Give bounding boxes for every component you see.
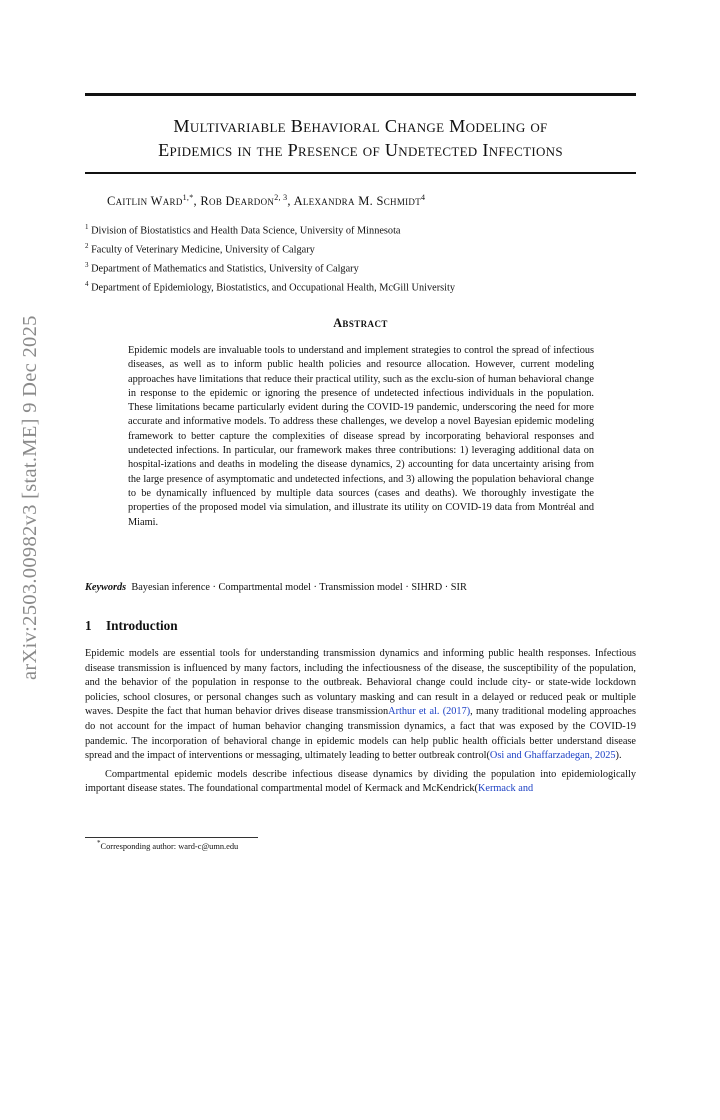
introduction-body [85, 647, 636, 797]
arxiv-sidebar-stamp [19, 315, 49, 1120]
title-line-2: Epidemics in the Presence of Undetected Infections [158, 139, 563, 160]
intro-paragraph: Epidemic models are essential tools for understanding transmission dynamics and informing public health responses. Infectious disease transmission is influenced by many factors, including the infectiousness of the disease, the susceptibility of the population, and the behavior of the population in response to the outbreak. Behavioral change could include city- or state-wide lockdown policies, school closures, or personal changes such as voluntary masking and can result in a delayed or reduced peak or multiple waves. Despite the fact that human behavior drives disease transmissionArthur et al. (2017), many traditional modeling approaches do not account for the impact of human behavior changing transmission dynamics, a fact that was exposed by the COVID-19 pandemic. The incorporation of behavioral change in epidemic models can help public health officials better understand disease spread and the impact of interventions or messaging, ultimately leading to better outbreak control(Osi and Ghaffarzadegan, 2025). [85, 648, 637, 762]
author-affil-mark: 1,* [182, 193, 194, 202]
section-title: Introduction [106, 618, 178, 633]
section-heading [85, 618, 178, 634]
keywords-text: Bayesian inference · Compartmental model · Transmission model · SIHRD · SIR [131, 582, 467, 593]
author-affil-mark: 2, 3 [274, 193, 288, 202]
title-rule-top [85, 93, 636, 96]
footnote [97, 839, 238, 851]
title-rule-bottom [85, 172, 636, 174]
affiliation-item: $^3$ Department of Mathematics and Statistics, University of Calgary [85, 260, 359, 275]
footnote-mark: * [97, 839, 101, 847]
citation-link[interactable]: Osi and Ghaffarzadegan, 2025 [489, 750, 616, 762]
arxiv-identifier: arXiv:2503.00982v3 [stat.ME] 9 Dec 2025 [19, 315, 41, 680]
title-line-1: Multivariable Behavioral Change Modeling of [173, 116, 548, 136]
citation-link[interactable]: Arthur et al. (2017) [388, 706, 471, 718]
author-name: Alexandra M. Schmidt [293, 194, 422, 209]
affiliation-item: $^1$ Division of Biostatistics and Health Data Science, University of Minnesota [85, 223, 401, 237]
affiliation-item: $^2$ Faculty of Veterinary Medicine, University of Calgary [85, 241, 315, 256]
affiliation-list [85, 220, 455, 296]
abstract-heading: Abstract [333, 316, 388, 330]
author-name: Caitlin Ward [107, 194, 183, 209]
intro-paragraph: Compartmental epidemic models describe infectious disease dynamics by dividing the population into epidemiologically important disease states. The foundational compartmental model of Kermack and McKendrick(Kermack and [85, 768, 636, 795]
author-affil-mark: 4 [421, 193, 426, 202]
section-number: 1 [85, 618, 92, 633]
author-name: Rob Deardon [200, 194, 275, 209]
author-list: Caitlin Ward$^{1,*}$, Rob Deardon$^{2, 3}$, Alexandra M. Schmidt$^4$ [107, 193, 426, 209]
keywords-label: Keywords [85, 582, 127, 593]
paper-title [85, 115, 636, 162]
footnote-text: Corresponding author: ward-c@umn.edu [100, 841, 239, 851]
affiliation-item: $^4$ Department of Epidemiology, Biostatistics, and Occupational Health, McGill University [85, 279, 456, 294]
footnote-rule [85, 837, 258, 838]
keywords-line [85, 582, 467, 593]
citation-link[interactable]: Kermack and [477, 783, 534, 795]
abstract-body: Epidemic models are invaluable tools to understand and implement strategies to control the spread of infectious diseases, as well as to inform public health policies and resource allocation. However, current modeling approaches have limitations that reduce their practical utility, such as the exclu-sion of human behavioral change in response to the epidemic or ignoring the presence of undetected infectious individuals in the population. These limitations became particularly evident during the COVID-19 pandemic, underscoring the need for more accurate and informative models. To address these challenges, we develop a novel Bayesian epidemic modeling framework to better capture the complexities of disease spread by incorporating behavioral responses and undetected infections. In particular, our framework makes three contributions: 1) leveraging additional data on hospital-izations and deaths in modeling the disease dynamics, 2) accounting for data uncertainty arising from the large presence of asymptomatic and undetected infections, and 3) allowing the population behavioral change to be dynamically influenced by multiple data sources (cases and deaths). We thoroughly investigate the properties of the proposed model via simulation, and illustrate its utility on COVID-19 data from Montréal and Miami. [128, 345, 595, 528]
